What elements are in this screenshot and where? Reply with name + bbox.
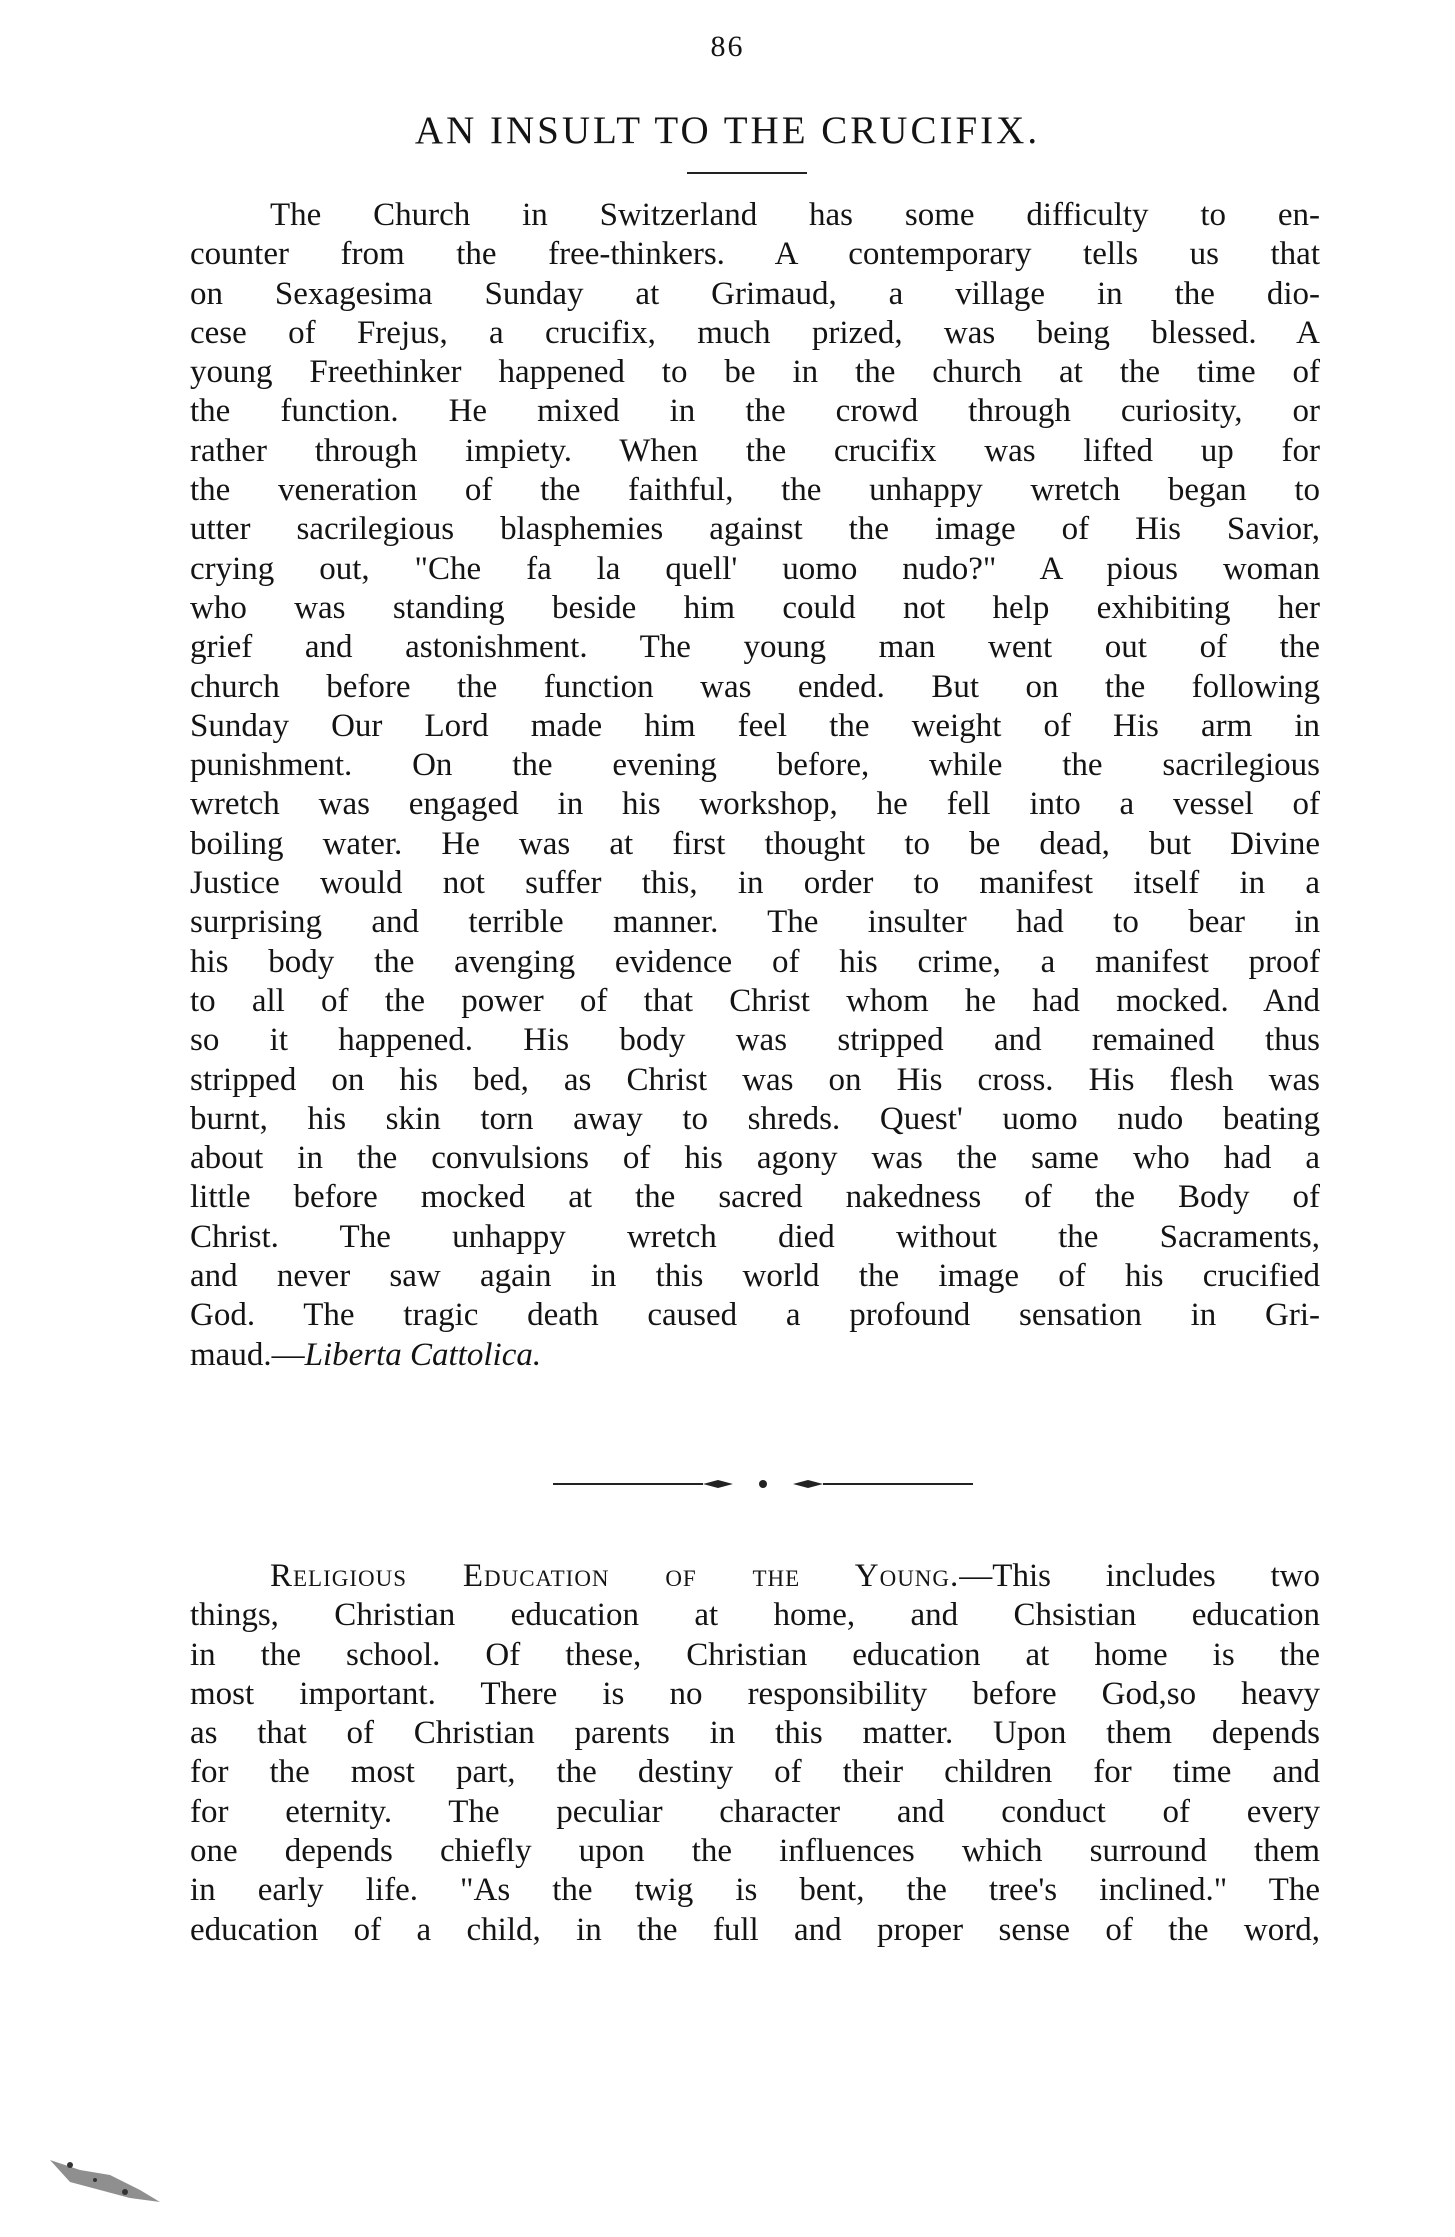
religious-first-line-text: —This includes two bbox=[959, 1558, 1320, 1594]
article-line: about in the convulsions of his agony was the same who had a bbox=[190, 1140, 1320, 1177]
article-line: the function. He mixed in the crowd through curiosity, or bbox=[190, 393, 1320, 430]
article-line: rather through impiety. When the crucifix was lifted up for bbox=[190, 432, 1320, 469]
article-line: wretch was engaged in his workshop, he fell into a vessel of bbox=[190, 786, 1320, 823]
article-line: counter from the free-thinkers. A contemporary tells us that bbox=[190, 236, 1320, 273]
religious-first-line bbox=[190, 1557, 1320, 1596]
article-line: and never saw again in this world the image of his crucified bbox=[190, 1258, 1320, 1295]
religious-line: most important. There is no responsibility before God,so heavy bbox=[190, 1675, 1320, 1712]
article-line: God. The tragic death caused a profound sensation in Gri- bbox=[190, 1297, 1320, 1334]
article-line: boiling water. He was at first thought to be dead, but Divine bbox=[190, 825, 1320, 862]
religious-education-section bbox=[190, 1557, 1320, 1950]
religious-line: one depends chiefly upon the influences which surround them bbox=[190, 1833, 1320, 1870]
section-heading: Religious Education of the Young. bbox=[270, 1558, 960, 1594]
article-last-line bbox=[190, 1336, 1320, 1375]
article-line: little before mocked at the sacred nakedness of the Body of bbox=[190, 1179, 1320, 1216]
title-rule bbox=[687, 172, 807, 174]
article-body bbox=[190, 196, 1320, 1375]
religious-line: things, Christian education at home, and Chsistian education bbox=[190, 1597, 1320, 1634]
article-line: grief and astonishment. The young man went out of the bbox=[190, 629, 1320, 666]
article-line: punishment. On the evening before, while the sacrilegious bbox=[190, 747, 1320, 784]
religious-line: for the most part, the destiny of their children for time and bbox=[190, 1754, 1320, 1791]
article-line: so it happened. His body was stripped and remained thus bbox=[190, 1022, 1320, 1059]
article-line: young Freethinker happened to be in the church at the time of bbox=[190, 354, 1320, 391]
religious-line: for eternity. The peculiar character and conduct of every bbox=[190, 1793, 1320, 1830]
article-line: burnt, his skin torn away to shreds. Quest' uomo nudo beating bbox=[190, 1100, 1320, 1137]
page-number: 86 bbox=[710, 30, 745, 63]
article-line: church before the function was ended. But on the following bbox=[190, 668, 1320, 705]
article-line: Christ. The unhappy wretch died without the Sacraments, bbox=[190, 1218, 1320, 1255]
article-line: The Church in Switzerland has some difficulty to en- bbox=[270, 197, 1320, 233]
article-line: stripped on his bed, as Christ was on His cross. His flesh was bbox=[190, 1061, 1320, 1098]
religious-line: in early life. "As the twig is bent, the tree's inclined." The bbox=[190, 1872, 1320, 1909]
article-line: utter sacrilegious blasphemies against the image of His Savior, bbox=[190, 511, 1320, 548]
article-line: surprising and terrible manner. The insulter had to bear in bbox=[190, 904, 1320, 941]
article-line: Justice would not suffer this, in order to manifest itself in a bbox=[190, 865, 1320, 902]
article-line: to all of the power of that Christ whom he had mocked. And bbox=[190, 982, 1320, 1019]
article-source: Liberta Cattolica. bbox=[304, 1336, 542, 1373]
article-line: cese of Frejus, a crucifix, much prized, was being blessed. A bbox=[190, 314, 1320, 351]
scan-smudge-mark bbox=[40, 2140, 170, 2210]
article-line: crying out, "Che fa la quell' uomo nudo?" A pious woman bbox=[190, 550, 1320, 587]
religious-line: in the school. Of these, Christian education at home is the bbox=[190, 1636, 1320, 1673]
article-line: who was standing beside him could not help exhibiting her bbox=[190, 589, 1320, 626]
article-title: AN INSULT TO THE CRUCIFIX. bbox=[414, 109, 1041, 152]
article-line: the veneration of the faithful, the unhappy wretch began to bbox=[190, 472, 1320, 509]
religious-line: education of a child, in the full and proper sense of the word, bbox=[190, 1911, 1320, 1948]
religious-line: as that of Christian parents in this matter. Upon them depends bbox=[190, 1715, 1320, 1752]
article-line: on Sexagesima Sunday at Grimaud, a village in the dio- bbox=[190, 275, 1320, 312]
article-line: his body the avenging evidence of his crime, a manifest proof bbox=[190, 943, 1320, 980]
section-divider-ornament bbox=[553, 1474, 973, 1494]
article-line: Sunday Our Lord made him feel the weight of His arm in bbox=[190, 707, 1320, 744]
article-last-line-text: maud.— bbox=[190, 1336, 305, 1373]
